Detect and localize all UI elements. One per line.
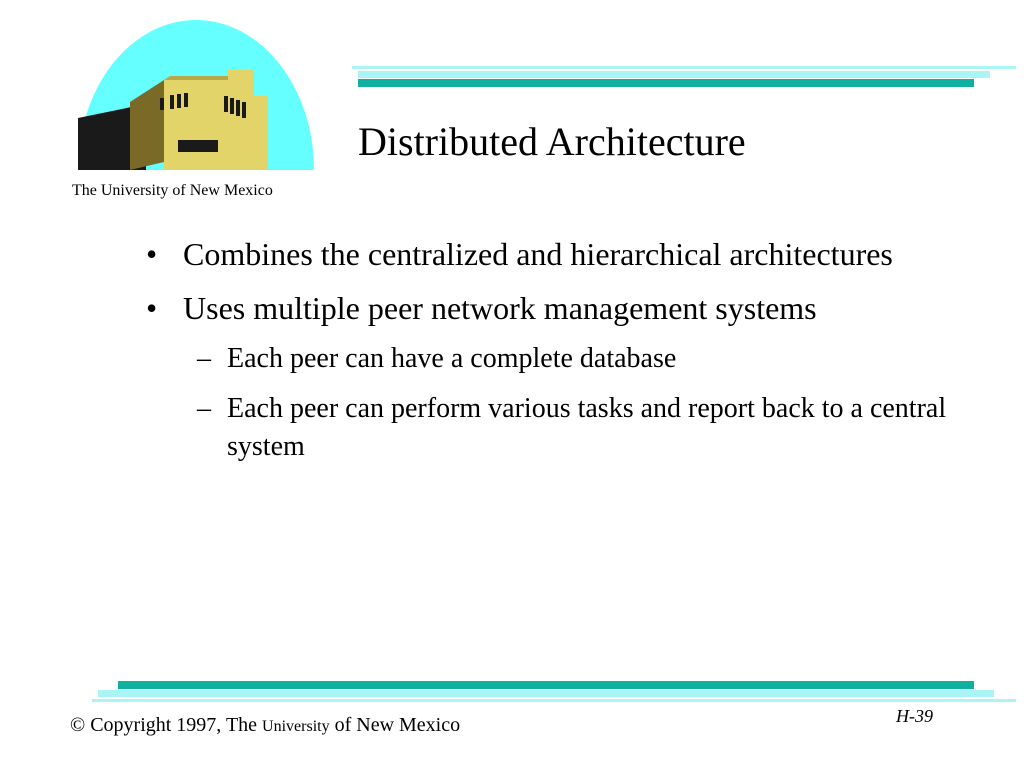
bullet-marker: • <box>146 236 158 272</box>
sub-bullet-marker: – <box>197 343 211 374</box>
footer-rule-teal <box>118 681 974 689</box>
footer-rule-light <box>92 699 1016 702</box>
university-name: The University of New Mexico <box>72 182 273 199</box>
window <box>236 100 240 116</box>
bullet-marker: • <box>146 290 158 326</box>
window <box>224 96 228 112</box>
copyright-notice <box>70 714 460 737</box>
footer-rule-light <box>98 690 994 697</box>
window <box>177 94 181 108</box>
bullet-item <box>140 286 1010 330</box>
header-rule-light <box>352 66 1016 69</box>
copyright-university: University <box>262 718 330 735</box>
sub-bullet-text: Each peer can have a complete database <box>227 343 677 374</box>
sub-bullet-item <box>140 340 1010 378</box>
building-front <box>164 70 268 170</box>
ledge-shadow <box>178 140 218 152</box>
header-rule-light <box>358 71 990 78</box>
sub-bullet-marker: – <box>197 393 211 424</box>
page-number: H-39 <box>896 706 933 726</box>
bullet-item <box>140 232 1010 276</box>
window <box>242 102 246 118</box>
sub-bullet-item <box>140 390 1010 466</box>
copyright-suffix: of New Mexico <box>334 714 461 736</box>
bullet-text: Uses multiple peer network management systems <box>183 290 817 326</box>
slide-title: Distributed Architecture <box>358 119 746 164</box>
window <box>170 95 174 109</box>
window <box>160 98 164 110</box>
copyright-prefix: © Copyright 1997, The <box>70 714 258 736</box>
sub-bullet-text: Each peer can perform various tasks and report back to a central system <box>227 393 947 462</box>
building-roof <box>164 76 228 80</box>
window <box>184 93 188 107</box>
slide-content <box>140 232 1010 478</box>
bullet-text: Combines the centralized and hierarchical architectures <box>183 236 893 272</box>
unm-logo <box>78 20 314 170</box>
header-rule-teal <box>358 79 974 87</box>
window <box>230 98 234 114</box>
